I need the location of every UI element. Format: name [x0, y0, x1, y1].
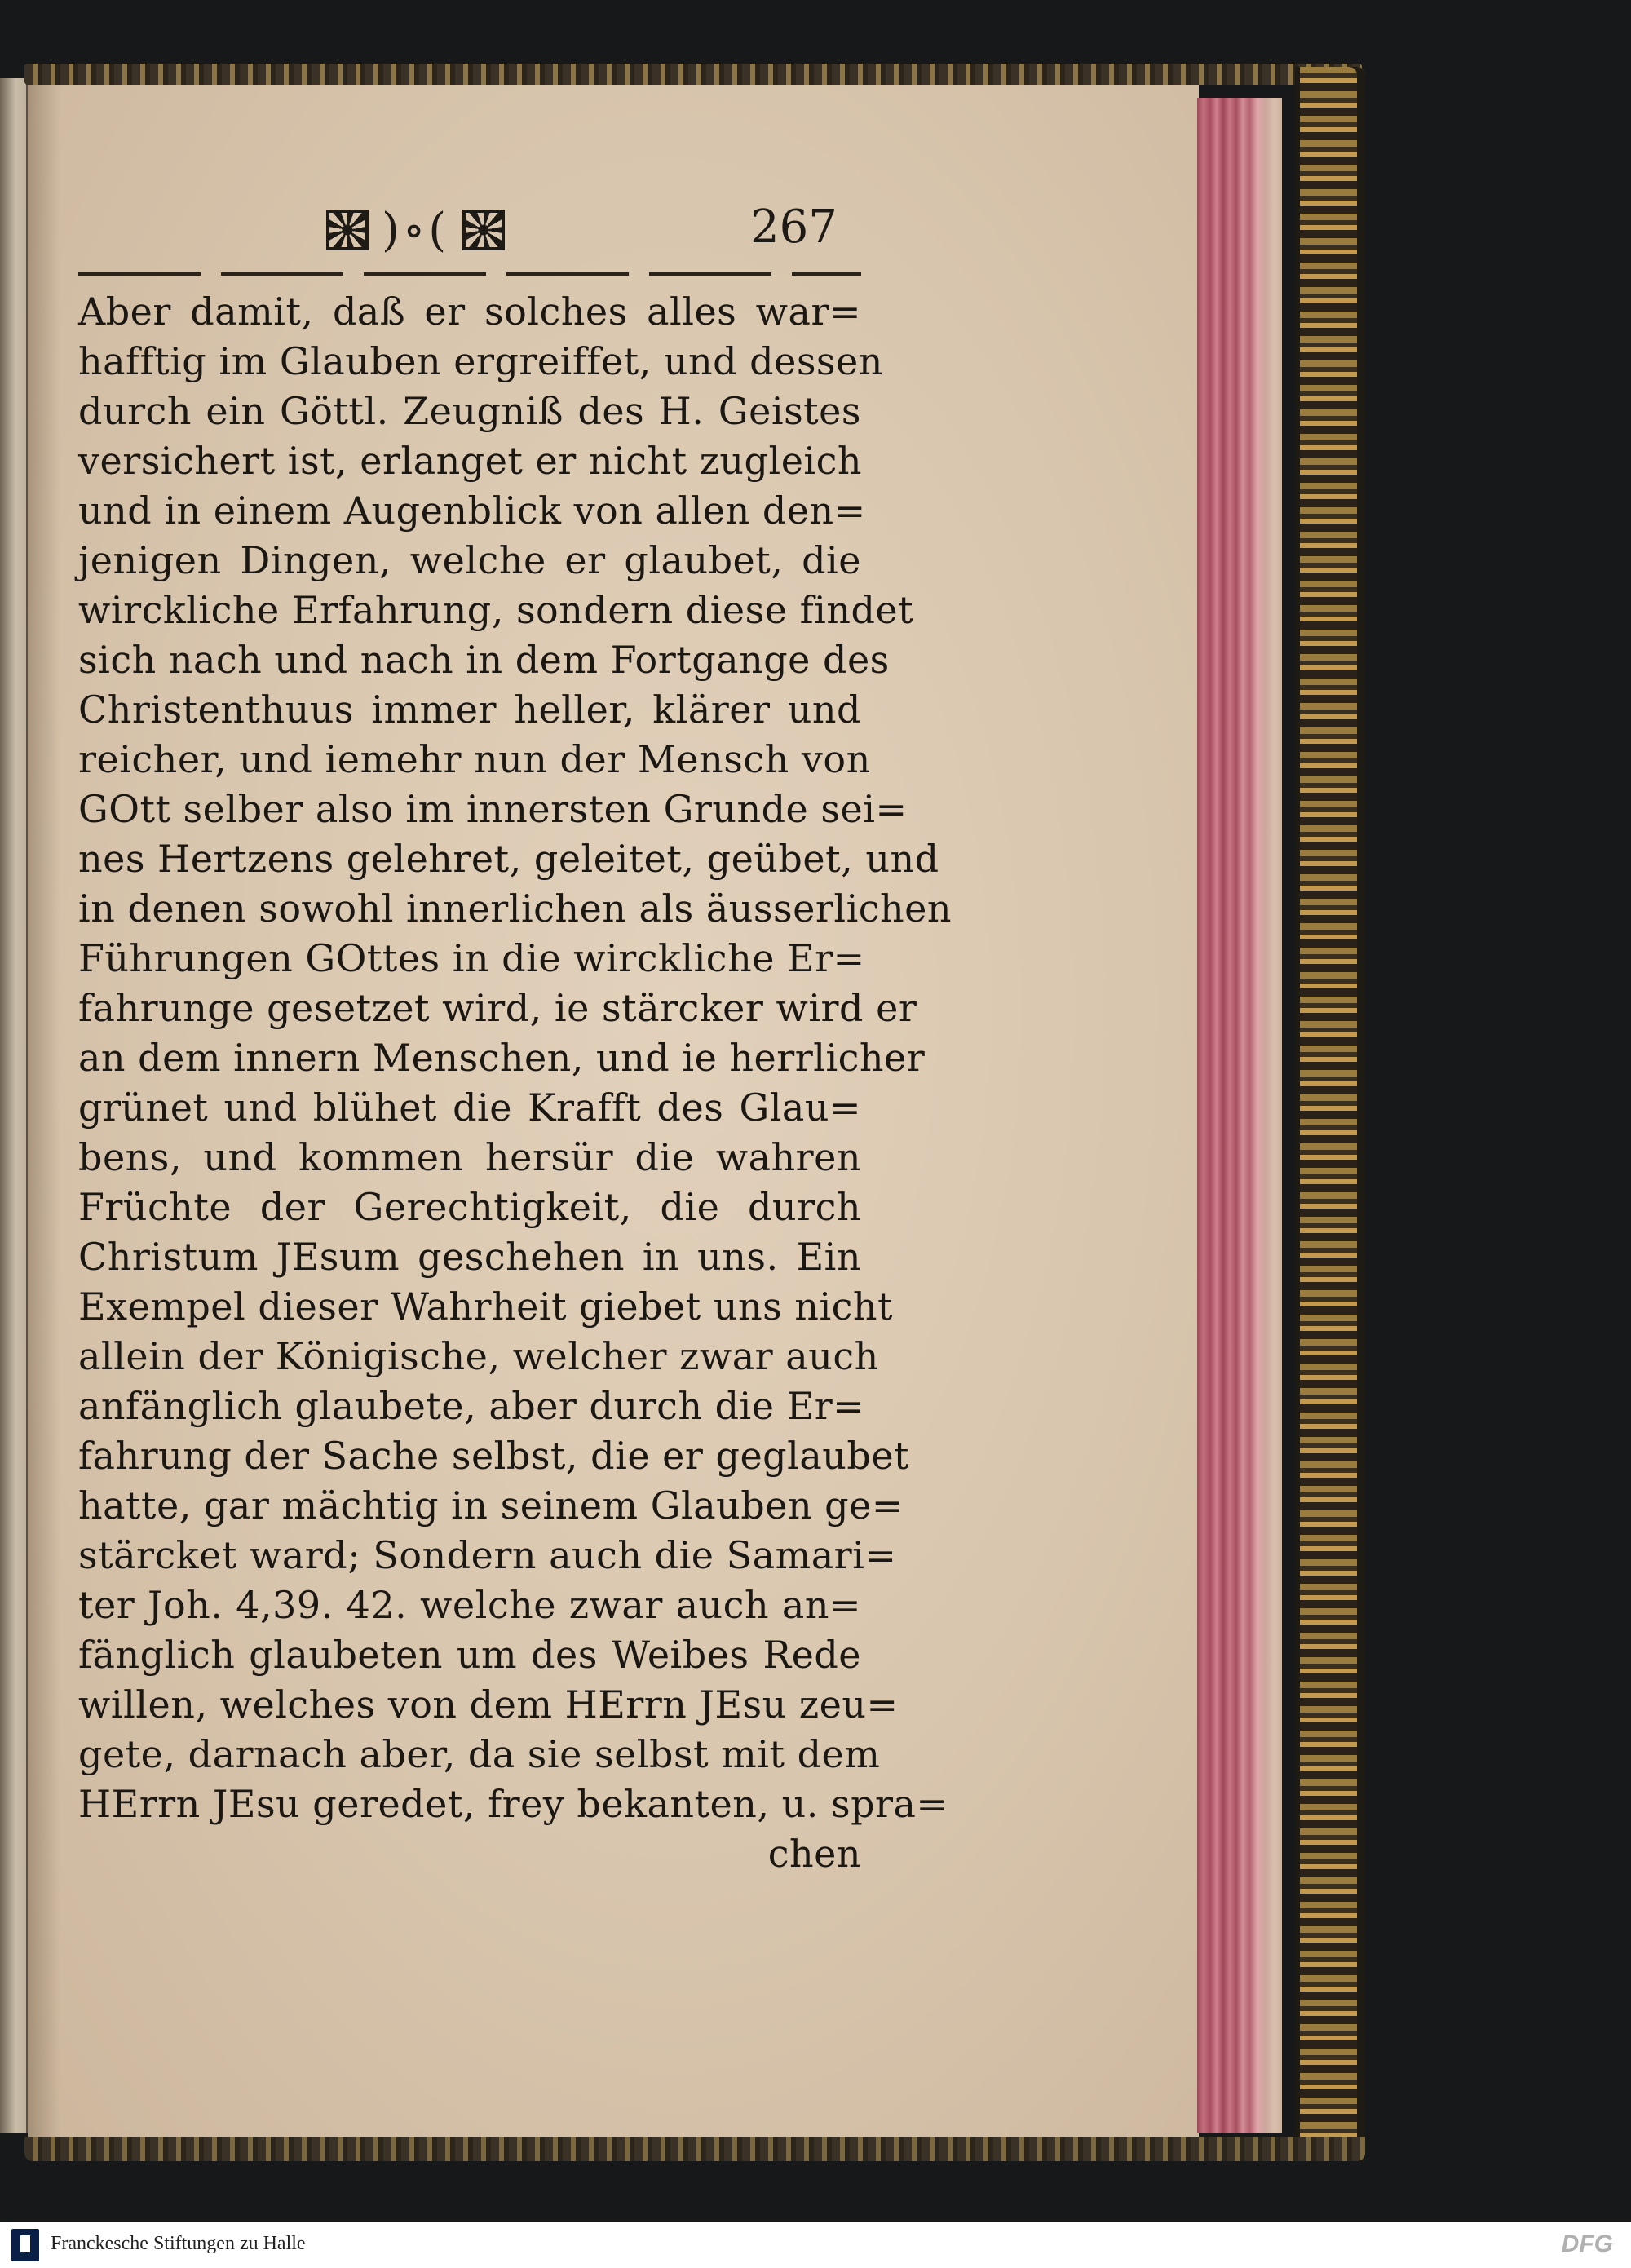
left-page-edge — [0, 78, 28, 2133]
body-text — [78, 287, 953, 1879]
text-line: willen, welches von dem HErrn JEsu zeu= — [78, 1682, 899, 1726]
header-ornament-text: )∘( — [382, 203, 450, 257]
cover-gilt-border — [1295, 67, 1365, 2160]
dfg-logo: DFG — [1561, 2230, 1613, 2257]
text-line: und in einem Augenblick von allen den= — [78, 489, 866, 533]
text-line: allein der Königische, welcher zwar auch — [78, 1334, 879, 1378]
text-line: durch ein Göttl. Zeugniß des H. Geistes — [78, 389, 861, 433]
text-line: Christenthuus immer heller, klärer und — [78, 687, 861, 732]
text-line: nes Hertzens gelehret, geleitet, geübet, und — [78, 837, 939, 881]
text-line: an dem innern Menschen, und ie herrlicher — [78, 1036, 926, 1080]
text-line: sich nach und nach in dem Fortgange des — [78, 638, 890, 682]
ornament-left-icon — [326, 210, 369, 250]
text-line: versichert ist, erlanget er nicht zugleich — [78, 439, 863, 483]
cover-top-border — [24, 64, 1362, 85]
text-line: HErrn JEsu geredet, frey bekanten, u. spra= — [78, 1782, 948, 1826]
institution-logo-icon — [11, 2229, 39, 2261]
page-gutter-shadow — [28, 85, 60, 2137]
cover-bottom-border — [24, 2137, 1365, 2161]
text-line: GOtt selber also im innersten Grunde sei= — [78, 787, 908, 831]
text-line: stärcket ward; Sondern auch die Samari= — [78, 1533, 897, 1577]
text-line: hatte, gar mächtig in seinem Glauben ge= — [78, 1483, 904, 1527]
text-line: bens, und kommen hersür die wahren — [78, 1135, 861, 1179]
text-line: Aber damit, daß er solches alles war= — [78, 290, 861, 334]
text-line: jenigen Dingen, welche er glaubet, die — [78, 538, 861, 582]
text-line: hafftig im Glauben ergreiffet, und dessen — [78, 339, 883, 383]
text-line: anfänglich glaubete, aber durch die Er= — [78, 1384, 865, 1428]
text-line: wirckliche Erfahrung, sondern diese findet — [78, 588, 914, 632]
viewer-footer — [0, 2222, 1631, 2268]
text-line: reicher, und iemehr nun der Mensch von — [78, 737, 871, 781]
text-line: in denen sowohl innerlichen als äusserlichen — [78, 886, 953, 931]
red-page-edges — [1197, 98, 1282, 2133]
text-line: fänglich glaubeten um des Weibes Rede — [78, 1633, 861, 1677]
text-line: ter Joh. 4,39. 42. welche zwar auch an= — [78, 1583, 861, 1627]
catchword: chen — [767, 1832, 861, 1876]
text-line: fahrung der Sache selbst, die er geglaubet — [78, 1434, 910, 1478]
text-line: Früchte der Gerechtigkeit, die durch — [78, 1185, 861, 1229]
text-line: Christum JEsum geschehen in uns. Ein — [78, 1235, 861, 1279]
text-line: Führungen GOttes in die wirckliche Er= — [78, 936, 865, 980]
text-line: fahrunge gesetzet wird, ie stärcker wird er — [78, 986, 917, 1030]
ornament-right-icon — [462, 210, 505, 250]
header-rule — [78, 272, 861, 276]
page-number: 267 — [750, 201, 838, 254]
text-line: Exempel dieser Wahrheit giebet uns nicht — [78, 1284, 894, 1329]
text-line: gete, darnach aber, da sie selbst mit dem — [78, 1732, 881, 1776]
institution-name: Franckesche Stiftungen zu Halle — [51, 2233, 306, 2254]
text-line: grünet und blühet die Krafft des Glau= — [78, 1085, 861, 1130]
